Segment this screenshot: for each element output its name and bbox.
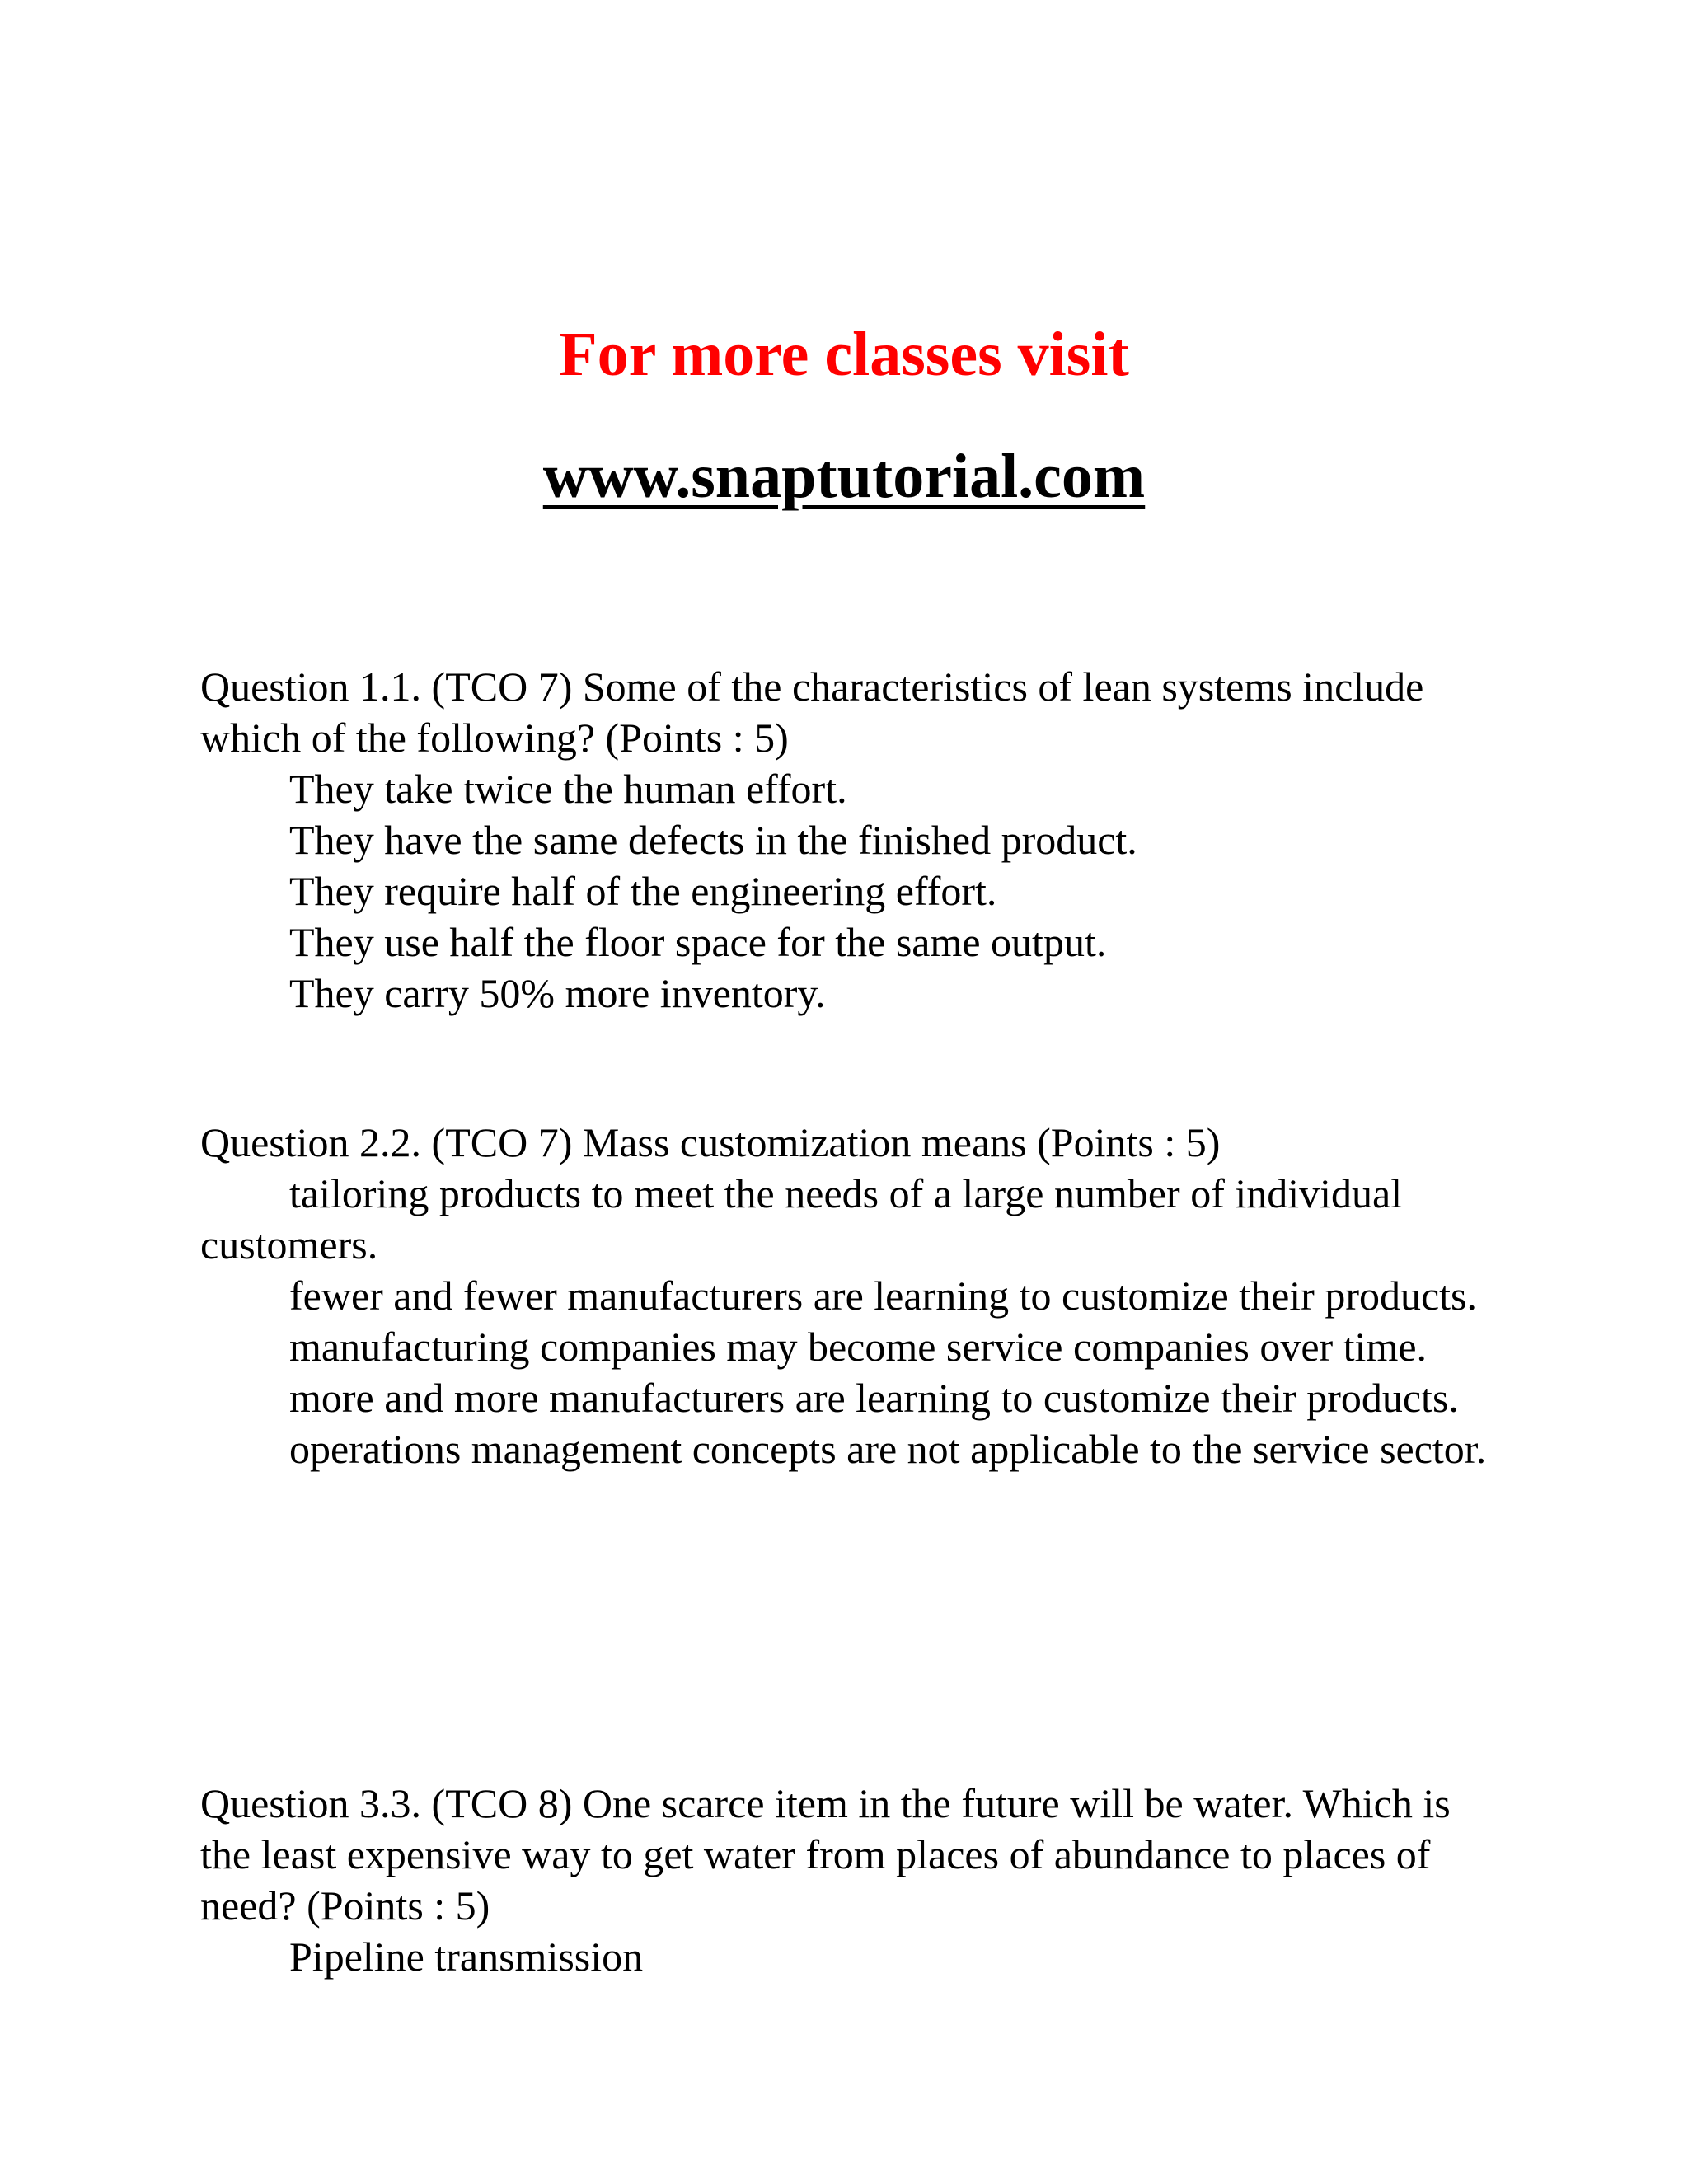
question-text: Question 2.2. (TCO 7) Mass customization means (Points : 5) (200, 1119, 1221, 1165)
answer-option[interactable]: Pipeline transmission (289, 1933, 644, 1980)
answer-option[interactable]: They take twice the human effort. (289, 766, 847, 812)
answer-option[interactable]: They have the same defects in the finished product. (289, 817, 1137, 863)
answer-option[interactable]: They require half of the engineering effort. (289, 868, 997, 914)
answer-option[interactable]: manufacturing companies may become service companies over time. (289, 1324, 1428, 1370)
answer-options (200, 1168, 1503, 1474)
answer-option[interactable]: They carry 50% more inventory. (289, 970, 826, 1016)
answer-option[interactable]: more and more manufacturers are learning to customize their products. (289, 1375, 1459, 1421)
answer-option[interactable]: They use half the floor space for the same output. (289, 919, 1107, 965)
question-2 (200, 1117, 1503, 1474)
answer-option[interactable]: tailoring products to meet the needs of a large number of individual customers. (200, 1170, 1403, 1268)
question-1 (200, 661, 1503, 1019)
promo-heading: For more classes visit (559, 320, 1129, 389)
answer-option[interactable]: fewer and fewer manufacturers are learning to customize their products. (289, 1272, 1478, 1319)
answer-option[interactable]: operations management concepts are not applicable to the service sector. (289, 1426, 1487, 1472)
website-link[interactable]: www.snaptutorial.com (542, 442, 1146, 511)
question-text: Question 1.1. (TCO 7) Some of the characteristics of lean systems include which of the following? (Points : 5) (200, 663, 1424, 761)
answer-options (200, 763, 1503, 1019)
question-3 (200, 1778, 1503, 1982)
question-text: Question 3.3. (TCO 8) One scarce item in the future will be water. Which is the least expensive way to get water from places of abundance to places of need? (Points : 5) (200, 1780, 1451, 1929)
answer-options (200, 1931, 1503, 1982)
